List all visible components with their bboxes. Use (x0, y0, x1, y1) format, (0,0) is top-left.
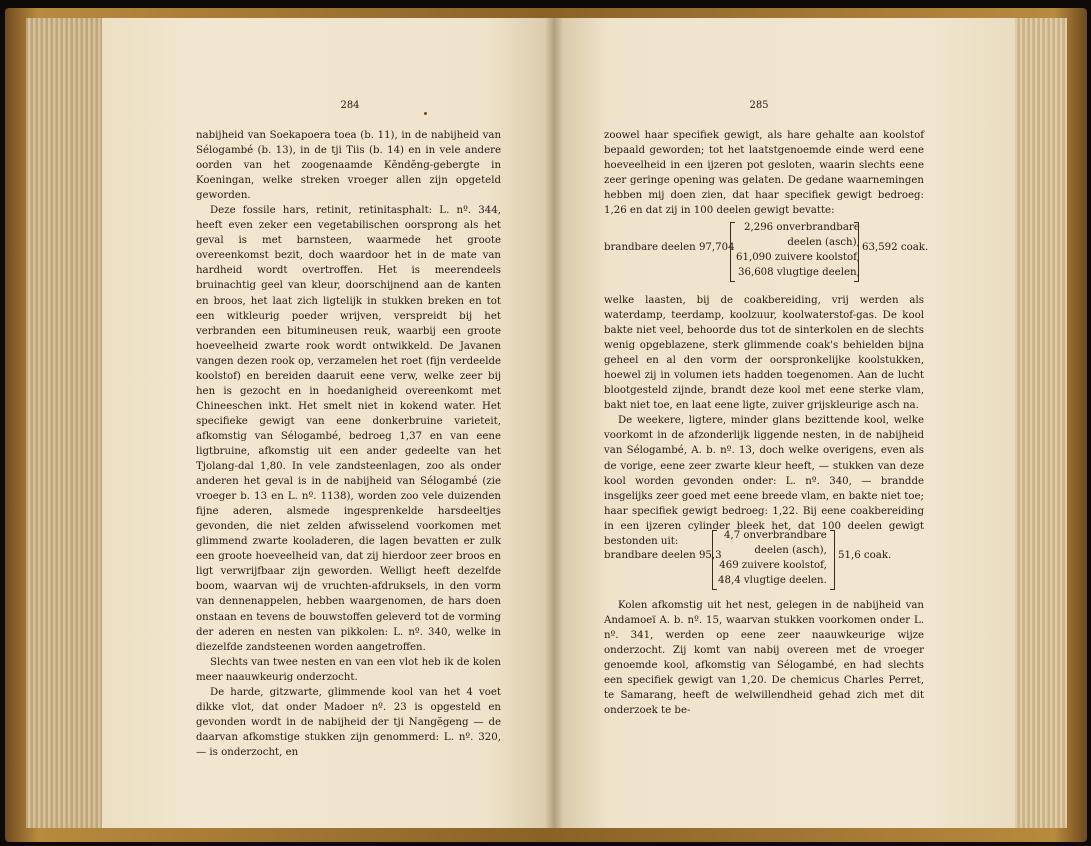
formula-item: 36,608 vlugtige deelen, (738, 267, 860, 278)
right-bracket (854, 222, 859, 282)
formula-result: 63,592 coak. (862, 242, 929, 253)
formula-coal-2 (604, 526, 934, 592)
formula-item: 4,7 onverbrandbare (723, 530, 827, 541)
paragraph: zoowel haar specifiek gewigt, als hare gehalte aan koolstof bepaald geworden; tot het laatstgenoemde einde werd eene hoeveelheid in een ijzeren pot gesloten, waarin slechts eene zeer geringe opening was gelaten. De gedane waarnemingen hebben mij doen zien, dat haar specifiek gewigt bedroeg: 1,26 en dat zij in 100 deelen gewigt bevatte: (604, 130, 924, 217)
left-page-text (196, 128, 501, 760)
book-gutter (545, 18, 563, 828)
page-number-right: 285 (749, 100, 769, 111)
page-edges-left (26, 18, 104, 828)
right-bracket (830, 530, 835, 590)
paragraph: Kolen afkomstig uit het nest, gelegen in de nabijheid van Andamoeï A. b. nº. 15, waarvan stukken voorkomen onder L. nº. 341, werden op eene zeer naauwkeurige wijze onderzocht. Zij komt van nabij overeen met de vroeger genoemde kool, afkomstig van Sélogambé, en had slechts een specifiek gewigt van 1,20. De chemicus Charles Perret, te Samarang, heeft de welwillendheid gehad zich met dit onderzoek te be- (604, 600, 924, 717)
formula-item: 2,296 onverbrandbare (744, 222, 860, 233)
paragraph: De weekere, ligtere, minder glans bezittende kool, welke voorkomt in de afzonderlijk liggende nesten, in de nabijheid van Sélogambé, A. b. nº. 13, doch welke overigens, even als de vorige, eene zeer zwarte kleur heeft, — stukken van deze kool worden gevonden onder: L. nº. 340, — brandde insgelijks zeer goed met eene breede vlam, en bakte niet toe; haar specifiek gewigt bedroeg: 1,22. Bij eene coakbereiding in een ijzeren cylinder bleek het, dat 100 deelen gewigt bestonden uit: (604, 415, 924, 547)
formula-label: brandbare deelen 95,3 (604, 550, 722, 561)
formula-coal-1 (604, 218, 934, 284)
paragraph: nabijheid van Soekapoera toea (b. 11), in de nabijheid van Sélogambé (b. 13), in de tji Tiis (b. 14) en in vele andere oorden van het zoogenaamde Kĕndĕng-gebergte in Koeningan, welke streken vroeger allen zijn opgeteld geworden. (196, 130, 501, 202)
right-page-text-middle (604, 293, 924, 549)
formula-item: deelen (asch), (787, 237, 860, 248)
page-number-left: 284 (340, 100, 360, 111)
paragraph: De harde, gitzwarte, glimmende kool van het 4 voet dikke vlot, dat onder Madoer nº. 23 is opgesteld en gevonden wordt in de nabijheid der tji Nangĕgeng — de daarvan afkomstige stukken zijn genommerd: L. nº. 320, — is onderzocht, en (196, 686, 501, 758)
paragraph: welke laasten, bij de coakbereiding, vrij werden als waterdamp, teerdamp, koolzuur, koolwaterstof-gas. De kool bakte niet veel, behoorde dus tot de sinterkolen en de slechts wenig opgeblazene, sterk glimmende coak's behielden bijna geheel en al den vorm der oorspronkelijke koolstukken, hoewel zij in volumen iets hadden toegenomen. Aan de lucht blootgesteld zijnde, brandt deze kool met eene sterke vlam, bakt niet toe, en laat eene ligte, zuiver grijskleurige asch na. (604, 295, 924, 412)
formula-item: 48,4 vlugtige deelen. (718, 575, 827, 586)
right-page-text-top (604, 128, 924, 218)
ink-mark (424, 112, 427, 115)
paragraph: Deze fossile hars, retinit, retinitasphalt: L. nº. 344, heeft even zeker een vegetabilischen oorsprong als het geval is met barnsteen, waarmede het groote overeenkomst bezit, doch waardoor het in de mate van hardheid wordt overtroffen. Het is meerendeels bruinachtig geel van kleur, doorschijnend aan de kanten en broos, het laat zich ligtelijk in stukken breken en tot een witkleurig poeder wrijven, verspreidt bij het verbranden een bitumineusen reuk, waarbij een groote hoeveelheid zwarte rook wordt ontwikkeld. De Javanen vangen dezen rook op, verzamelen het roet (fijn verdeelde koolstof) en bereiden daaruit eene verw, welke zeer bij hen is gezocht en in hoedanigheid overeenkomt met Chineeschen inkt. Het smelt niet in kokend water. Het specifieke gewigt van eene donkerbruine varieteit, afkomstig van Sélogambé, bedroeg 1,37 en van eene ligtbruine, afkomstig uit een ander gedeelte van het Tjolang-dal 1,80. In vele zandsteenlagen, zoo als onder anderen het geval is in de nabijheid van Sélogambé (zie vroeger b. 13 en L. nº. 1138), worden zoo vele duizenden fijne aderen, alsmede ingesprenkelde harsdeeltjes gevonden, die niet zelden afwisselend voorkomen met glimmend zwarte kooladeren, die lagen bevatten er zulk een groote hoeveelheid van, dat zij hierdoor zeer broos en ligt verwrijfbaar zijn geworden. Welligt heeft dezelfde boom, waarvan wij de vruchten-afdruksels, in den vorm van dennenappelen, hebben waargenomen, de hars doen onstaan en tevens de bouwstoffen geleverd tot de vorming der aderen en nesten van pikkolen: L. nº. 340, welke in diezelfde zandsteenen worden aangetroffen. (196, 205, 501, 653)
formula-item: 61,090 zuivere koolstof, (736, 252, 860, 263)
right-page-text-bottom (604, 598, 924, 718)
paragraph: Slechts van twee nesten en van een vlot heb ik de kolen meer naauwkeurig onderzocht. (196, 656, 501, 683)
formula-item: deelen (asch), (754, 545, 827, 556)
formula-items (736, 220, 860, 280)
formula-result: 51,6 coak. (838, 550, 892, 561)
right-page (554, 18, 1015, 828)
page-edges-right (1013, 18, 1067, 828)
left-bracket (730, 222, 735, 282)
left-bracket (712, 530, 717, 590)
formula-label: brandbare deelen 97,704 (604, 242, 735, 253)
formula-item: 469 zuivere koolstof, (719, 560, 827, 571)
formula-items (718, 528, 827, 588)
left-page (102, 18, 554, 828)
